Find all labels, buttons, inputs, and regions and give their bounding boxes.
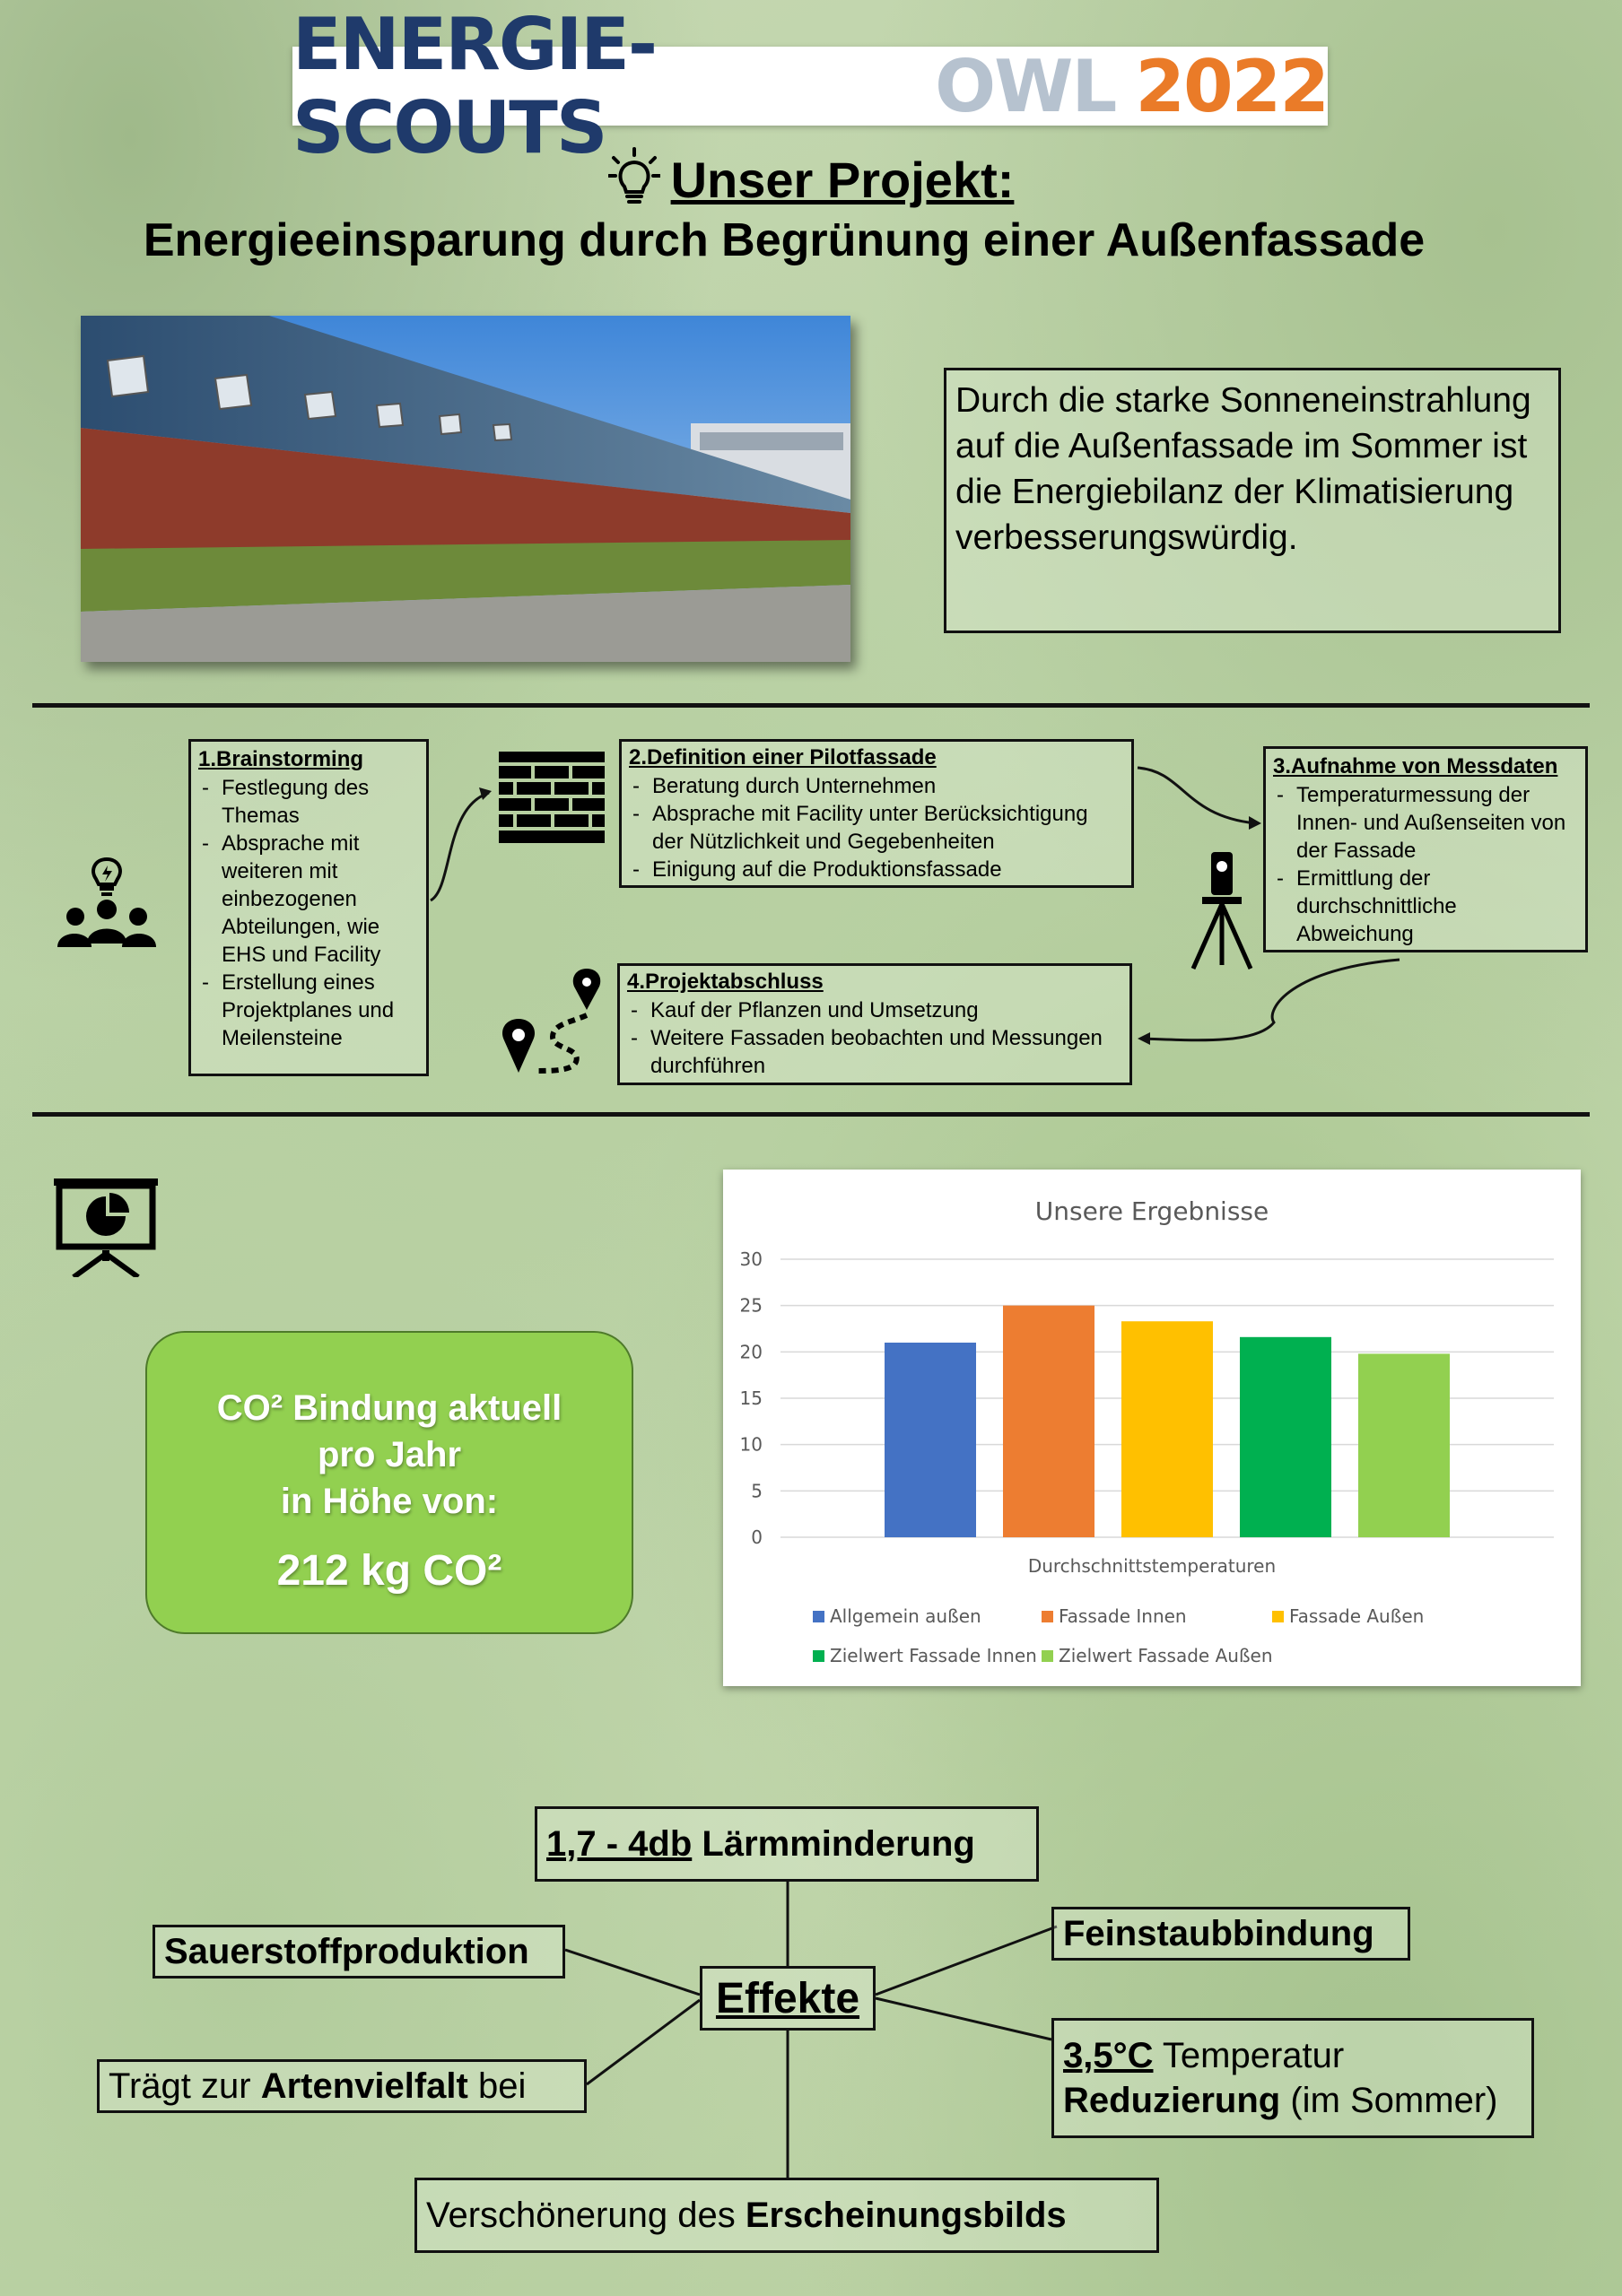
y-tick-label: 20 xyxy=(739,1341,763,1363)
list-item: - Erstellung eines Projektplanes und Meilensteine xyxy=(198,969,419,1052)
list-item: - Festlegung des Themas xyxy=(198,774,419,830)
bar xyxy=(1121,1321,1213,1537)
appearance-bold: Erscheinungsbilds xyxy=(745,2195,1067,2235)
legend-swatch xyxy=(1042,1611,1053,1622)
effects-center xyxy=(700,1966,876,2031)
list-item: - Absprache mit weiteren mit einbezogenen Abteilungen, wie EHS und Facility xyxy=(198,830,419,969)
effect-oxygen xyxy=(153,1925,565,1979)
bar xyxy=(1003,1306,1094,1537)
step-pilot-facade xyxy=(619,739,1134,888)
oxygen-text: Sauerstoffproduktion xyxy=(164,1931,529,1971)
effect-noise-reduction xyxy=(535,1806,1039,1882)
y-tick-label: 30 xyxy=(739,1248,763,1270)
flow-arrows xyxy=(0,0,1622,1130)
divider-middle xyxy=(32,1112,1590,1117)
step-1-title: 1.Brainstorming xyxy=(198,747,364,771)
results-chart xyxy=(723,1170,1581,1686)
bar xyxy=(885,1343,976,1537)
biodiv-bold: Artenvielfalt xyxy=(260,2066,468,2106)
y-tick-label: 10 xyxy=(739,1433,763,1456)
legend-swatch xyxy=(1272,1611,1284,1622)
legend-entry xyxy=(1042,1645,1273,1666)
list-item: - Weitere Fassaden beobachten und Messungen durchführen xyxy=(627,1024,1122,1080)
legend-label: Fassade Außen xyxy=(1289,1605,1425,1627)
y-tick-label: 5 xyxy=(751,1480,763,1502)
list-item: - Einigung auf die Produktionsfassade xyxy=(629,856,1124,883)
noise-value: 1,7 - 4db xyxy=(546,1823,693,1864)
chart-plot xyxy=(723,1170,1581,1546)
legend-label: Zielwert Fassade Innen xyxy=(830,1645,1037,1666)
bar xyxy=(1240,1337,1331,1537)
legend-entry xyxy=(813,1605,981,1627)
effect-biodiversity xyxy=(97,2059,587,2113)
legend-label: Fassade Innen xyxy=(1059,1605,1187,1627)
noise-text: Lärmminderung xyxy=(702,1823,975,1864)
surveying-tripod-icon xyxy=(1190,852,1254,970)
logo-text-energie-scouts: ENERGIE-SCOUTS xyxy=(292,3,657,170)
legend-swatch xyxy=(813,1650,824,1662)
temp-text: Temperatur xyxy=(1162,2036,1345,2075)
effect-fine-dust xyxy=(1051,1907,1410,1961)
chart-title: Unsere Ergebnisse xyxy=(1034,1196,1269,1226)
biodiv-post: bei xyxy=(477,2066,527,2106)
list-item: - Temperaturmessung der Innen- und Außenseiten von der Fassade xyxy=(1273,781,1578,865)
step-3-title: 3.Aufnahme von Messdaten xyxy=(1273,754,1558,778)
y-tick-label: 15 xyxy=(739,1387,763,1409)
legend-entry xyxy=(1042,1605,1187,1627)
step-4-title: 4.Projektabschluss xyxy=(627,970,824,994)
temp-value: 3,5°C xyxy=(1063,2036,1154,2075)
legend-swatch xyxy=(1042,1650,1053,1662)
logo-text-year: 2022 xyxy=(1135,44,1328,128)
effect-appearance xyxy=(414,2178,1159,2253)
legend-label: Allgemein außen xyxy=(830,1605,981,1627)
temp-post: (im Sommer) xyxy=(1290,2081,1498,2120)
step-project-completion xyxy=(617,963,1132,1085)
legend-entry xyxy=(813,1645,1037,1666)
presentation-chart-icon xyxy=(54,1175,158,1277)
list-item: - Kauf der Pflanzen und Umsetzung xyxy=(627,996,1122,1024)
legend-swatch xyxy=(813,1611,824,1622)
co2-line-3: in Höhe von: xyxy=(280,1482,499,1521)
chart-x-axis-label: Durchschnittstemperaturen xyxy=(1027,1555,1277,1577)
legend-entry xyxy=(1272,1605,1424,1627)
page-subtitle: Energieeinsparung durch Begrünung einer Außenfassade xyxy=(143,214,1426,266)
list-item: - Beratung durch Unternehmen xyxy=(629,772,1124,800)
brick-wall-icon xyxy=(499,752,605,845)
y-tick-label: 25 xyxy=(739,1294,763,1317)
effects-center-label: Effekte xyxy=(715,1974,860,2022)
list-item: - Absprache mit Facility unter Berücksichtigung der Nützlichkeit und Gegebenheiten xyxy=(629,800,1124,856)
legend-label: Zielwert Fassade Außen xyxy=(1059,1645,1273,1666)
project-label: Unser Projekt: xyxy=(670,152,1015,208)
effect-temperature xyxy=(1051,2018,1534,2138)
co2-line-1: CO² Bindung aktuell xyxy=(216,1388,562,1428)
step-measurement xyxy=(1263,746,1588,952)
y-tick-label: 0 xyxy=(751,1526,763,1546)
appearance-pre: Verschönerung des xyxy=(426,2195,736,2235)
list-item: - Ermittlung der durchschnittliche Abweichung xyxy=(1273,865,1578,948)
problem-description: Durch die starke Sonneneinstrahlung auf die Außenfassade im Sommer ist die Energiebilanz der Klimatisierung verbesserungswürdig. xyxy=(944,368,1561,633)
temp-bold: Reduzierung xyxy=(1063,2081,1281,2120)
route-map-icon xyxy=(499,969,606,1076)
logo-text-owl: OWL xyxy=(935,44,1116,128)
co2-line-2: pro Jahr xyxy=(317,1435,462,1474)
bar xyxy=(1358,1353,1450,1537)
co2-value: 212 kg CO² xyxy=(276,1547,502,1595)
biodiv-pre: Trägt zur xyxy=(109,2066,251,2106)
step-2-title: 2.Definition einer Pilotfassade xyxy=(629,745,937,770)
co2-binding-card xyxy=(145,1331,633,1634)
dust-text: Feinstaubbindung xyxy=(1063,1913,1374,1953)
